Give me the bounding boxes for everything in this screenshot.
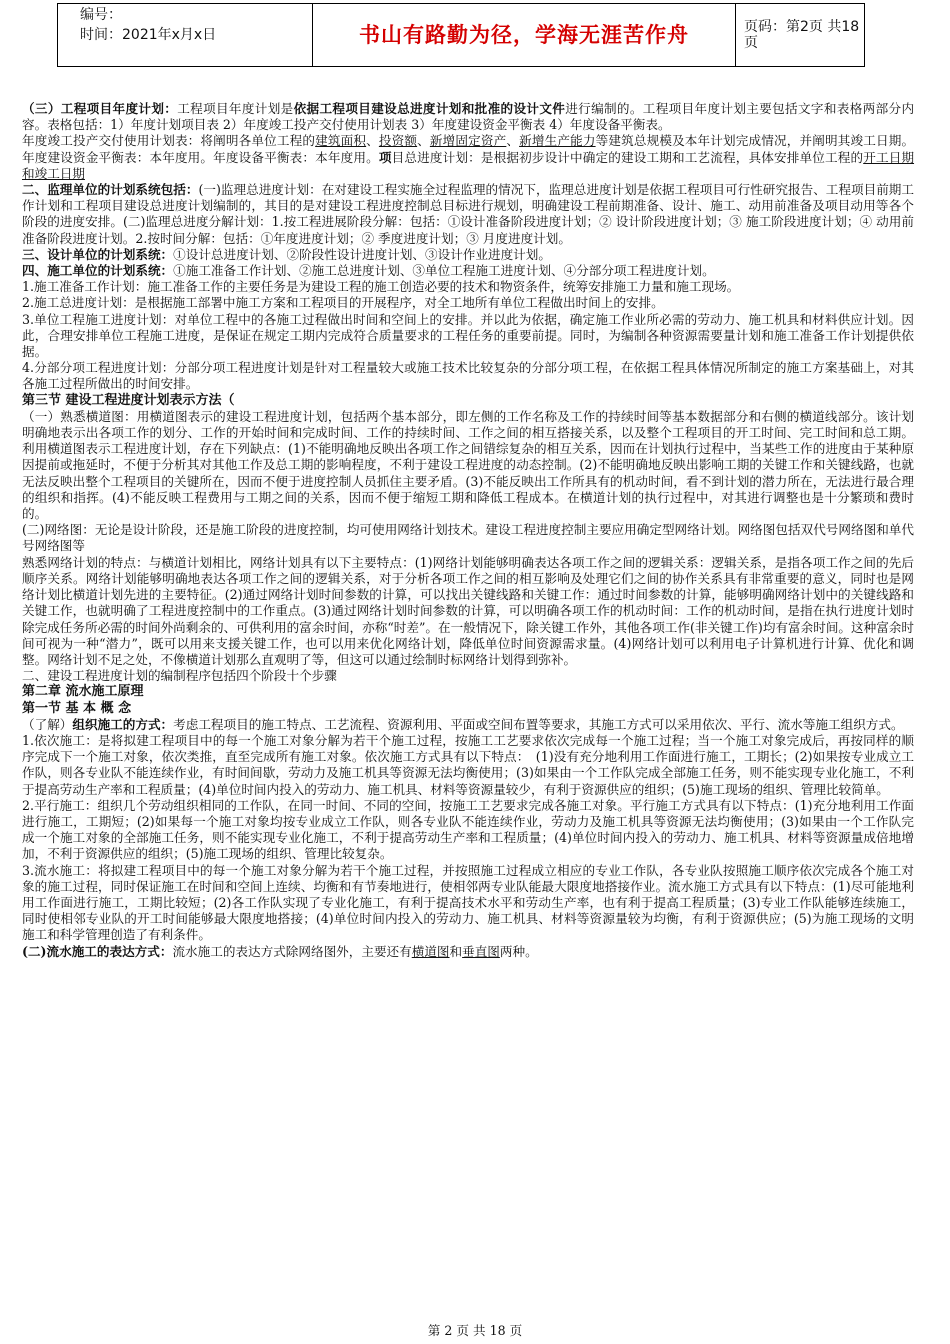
text: 、 xyxy=(417,133,430,149)
header-serial: 编号： xyxy=(80,7,122,23)
underlined-term: 投资额 xyxy=(378,133,418,149)
emphasis: 项 xyxy=(378,149,392,165)
text: 目总进度计划：是根据初步设计中确定的建设工期和工艺流程，具体安排单位工程的 xyxy=(391,149,864,165)
paragraph: 3.流水施工：将拟建工程项目中的每一个施工对象分解为若干个施工过程，并按照施工过程成立相应的专业工作队，各专业队按照施工顺序依次完成各个施工对象的施工过程，同时保证施工在时间和空间上连续、均衡和有节奏地进行，使相邻两专业队能最大限度地搭接作业。流水施工方式具有以下特点：(1)尽可能地利用工作面进行施工，工期比较短；(2)各工作队实现了专业化施工，有利于提高技术水平和劳动生产率，也有利于提高工程质量；(3)专业工作队能够连续施工，同时使相邻专业队的开工时间能够最大限度地搭接；(4)单位时间内投入的劳动力、施工机具、材料等资源量较为均衡，有利于资源供应；(5)为施工现场的文明施工和科学管理创造了有利条件。 xyxy=(22,862,914,943)
paragraph xyxy=(22,717,914,733)
text: 考虑工程项目的施工特点、工艺流程、资源利用、平面或空间布置等要求，其施工方式可以采用依次、平行、流水等施工组织方式。 xyxy=(173,716,904,732)
paragraph: 2.平行施工：组织几个劳动组织相同的工作队，在同一时间、不同的空间，按施工工艺要求完成各施工对象。平行施工方式具有以下特点：(1)充分地利用工作面进行施工，工期短；(2)如果每一个施工对象均按专业成立工作队，则各专业队不能连续作业，劳动力及施工机具等资源无法均衡使用；(3)如果由一个工作队完成一个施工对象的全部施工任务，则不能实现专业化施工，不利于提高劳动生产率和工程质量；(4)单位时间内投入的劳动力、施工机具、材料等资源量成倍地增加，不利于资源供应的组织；(5)施工现场的组织、管理比较复杂。 xyxy=(22,797,914,862)
underlined-term: 建筑面积 xyxy=(315,133,367,149)
emphasis: 依据工程项目建设总进度计划和批准的设计文件 xyxy=(293,101,566,116)
paragraph: 二、建设工程进度计划的编制程序包括四个阶段十个步骤 xyxy=(22,668,337,684)
section-title: 第一节 基 本 概 念 xyxy=(22,700,132,716)
header-motto: 书山有路勤为径，学海无涯苦作舟 xyxy=(313,4,736,66)
text: 等建筑总规模及本年计划完成情况，并阐明其竣工日期。年度建设资金平衡表：本年度用。年度设备平衡表：本年度用。 xyxy=(22,133,915,165)
page-footer: 第 2 页 共 18 页 xyxy=(427,1323,523,1338)
paragraph: （一）熟悉横道图：用横道图表示的建设工程进度计划，包括两个基本部分，即左侧的工作名称及工作的持续时间等基本数据部分和右侧的横道线部分。该计划明确地表示出各项工作的划分、工作的开始时间和完成时间、工作的持续时间、工作之间的相互搭接关系，以及整个工程项目的开工时间、完工时间和总工期。利用横道图表示工程进度计划，存在下列缺点：(1)不能明确地反映出各项工作之间错综复杂的相互关系，因而在计划执行过程中，当某些工作的进度由于某种原因提前或拖延时，不便于分析其对其他工作及总工期的影响程度，不利于建设工程进度的动态控制。(2)不能明确地反映出影响工期的关键工作和关键线路，也就无法反映出整个工程项目的关键所在，因而不便于进度控制人员抓住主要矛盾。(3)不能反映出工作所具有的机动时间，看不到计划的潜力所在，无法进行最合理的组织和指挥。(4)不能反映工程费用与工期之间的关系，因而不便于缩短工期和降低工程成本。在横道计划的执行过程中，对其进行调整也是十分繁琐和费时的。 xyxy=(22,408,914,522)
paragraph: 4.分部分项工程进度计划：分部分项工程进度计划是针对工程量较大或施工技术比较复杂的分部分项工程，在依据工程具体情况所制定的施工方案基础上，对其各施工过程所做出的时间安排。 xyxy=(22,360,914,392)
text: (一)监理总进度计划：在对建设工程实施全过程监理的情况下，监理总进度计划是依据工程项目可行性研究报告、工程项目前期工作计划和工程项目建设总进度计划编制的，其目的是对建设工程进度控制总目标进行规划，明确建设工程前期准备、设计、施工、动用前准备及项目动用等各个阶段的进度安排。(二)监理总进度分解计划：1.按工程进展阶段分解：包括：①设计准备阶段进度计划；② 设计阶段进度计划；③ 施工阶段进度计划；④ 动用前准备阶段进度计划。2.按时间分解：包括：①年度进度计划；② 季度进度计划；③ 月度进度计划。 xyxy=(22,182,915,246)
text: 工程项目年度计划是 xyxy=(177,101,294,116)
header-meta xyxy=(58,4,313,66)
section-heading: （三）工程项目年度计划： xyxy=(22,101,178,116)
document-body xyxy=(22,101,914,960)
paragraph xyxy=(22,247,914,263)
text: 流水施工的表达方式除网络图外，主要还有 xyxy=(172,943,412,959)
underlined-term: 新增生产能力 xyxy=(519,133,596,149)
text: 年度竣工投产交付使用计划表：将阐明各单位工程的 xyxy=(22,133,316,149)
text: 进行编制的。工程项目年度计划主要包括文字和表格两部分内容。表格包括：1）年度计划项目表 2）年度竣工投产交付使用计划表 3）年度建设资金平衡表 4）年度设备平衡表。 xyxy=(22,101,915,133)
text: ①设计总进度计划、②阶段性设计进度计划、③设计作业进度计划。 xyxy=(173,246,551,262)
underlined-term: 新增固定资产 xyxy=(429,133,507,149)
paragraph: 2.施工总进度计划：是根据施工部署中施工方案和工程项目的开展程序，对全工地所有单位工程做出时间上的安排。 xyxy=(22,295,664,311)
underlined-term: 垂直图 xyxy=(462,943,500,959)
section-heading: 四、施工单位的计划系统： xyxy=(22,263,174,279)
text: 、 xyxy=(506,133,520,149)
section-heading: (二)流水施工的表达方式： xyxy=(22,943,173,959)
page-header xyxy=(57,3,865,67)
text: （了解） xyxy=(22,716,73,732)
text: 两种。 xyxy=(499,943,538,959)
section-title: 第三节 建设工程进度计划表示方法（ xyxy=(22,392,235,408)
section-heading: 三、设计单位的计划系统： xyxy=(22,246,174,262)
underlined-term: 横道图 xyxy=(411,943,450,959)
paragraph: (二)网络图：无论是设计阶段，还是施工阶段的进度控制，均可使用网络计划技术。建设工程进度控制主要应用确定型网络计划。网络图包括双代号网络图和单代号网络图等 xyxy=(22,522,914,554)
text: 、 xyxy=(366,133,379,149)
paragraph: 熟悉网络计划的特点：与横道计划相比，网络计划具有以下主要特点：(1)网络计划能够明确表达各项工作之间的逻辑关系：逻辑关系，是指各项工作之间的先后顺序关系。网络计划能够明确地表达各项工作之间的逻辑关系，对于分析各项工作之间的相互影响及处理它们之间的协作关系具有非常重要的意义，同时也是网络计划比横道计划先进的主要特征。(2)通过网络计划时间参数的计算，可以找出关键线路和关键工作：通过时间参数的计算，能够明确网络计划中的关键线路和关键工作，也就明确了工程进度控制中的工作重点。(3)通过网络计划时间参数的计算，可以明确各项工作的机动时间：工作的机动时间，是指在执行进度计划时除完成任务所必需的时间外尚剩余的、可供利用的富余时间，亦称“时差”。在一般情况下，除关键工作外，其他各项工作(非关键工作)均有富余时间。这种富余时间可视为一种“潜力”，既可以用来支援关键工作，也可以用来优化网络计划，降低单位时间资源需求量。(4)网络计划可以利用电子计算机进行计算、优化和调整。网络计划不足之处，不像横道计划那么直观明了等，但这可以通过绘制时标网络计划得到弥补。 xyxy=(22,554,915,667)
underlined-term: 开工日期和竣工日期 xyxy=(22,149,915,181)
header-page-number: 页码：第2页 共18页 xyxy=(744,18,860,51)
section-heading: 二、监理单位的计划系统包括： xyxy=(22,182,199,198)
paragraph xyxy=(22,133,914,182)
header-time: 时间：2021年x月x日 xyxy=(80,27,217,43)
paragraph: 1.施工准备工作计划：施工准备工作的主要任务是为建设工程的施工创造必要的技术和物资条件，统筹安排施工力量和施工现场。 xyxy=(22,279,740,295)
emphasis: 组织施工的方式： xyxy=(72,716,174,732)
paragraph: 1.依次施工：是将拟建工程项目中的每一个施工对象分解为若干个施工过程，按施工工艺要求依次完成每一个施工过程；当一个施工对象完成后，再按同样的顺序完成下一个施工对象，依次类推，直至完成所有施工对象。依次施工方式具有以下特点： (1)没有充分地利用工作面进行施工，工期长；(2)如果按专业成立工作队，则各专业队不能连续作业，有时间间歇，劳动力及施工机具等资源无法均衡使用；(3)如果由一个工作队完成全部施工任务，则不能实现专业化施工，不利于提高劳动生产率和工程质量；(4)单位时间内投入的劳动力、施工机具、材料等资源量较少，有利于资源供应的组织；(5)施工现场的组织、管理比较简单。 xyxy=(22,732,914,797)
paragraph xyxy=(22,263,914,279)
paragraph xyxy=(22,101,914,133)
paragraph xyxy=(22,182,914,247)
paragraph: 3.单位工程施工进度计划：对单位工程中的各施工过程做出时间和空间上的安排。并以此为依据，确定施工作业所必需的劳动力、施工机具和材料供应计划。因此，合理安排单位工程施工进度，是保证在规定工期内完成符合质量要求的工程任务的重要前提。同时，为编制各种资源需要量计划和施工准备工作计划提供依据。 xyxy=(22,311,914,360)
chapter-title: 第二章 流水施工原理 xyxy=(22,684,144,700)
text: ①施工准备工作计划、②施工总进度计划、③单位工程施工进度计划、④分部分项工程进度计划。 xyxy=(173,263,715,279)
paragraph xyxy=(22,944,914,960)
text: 和 xyxy=(449,943,463,959)
